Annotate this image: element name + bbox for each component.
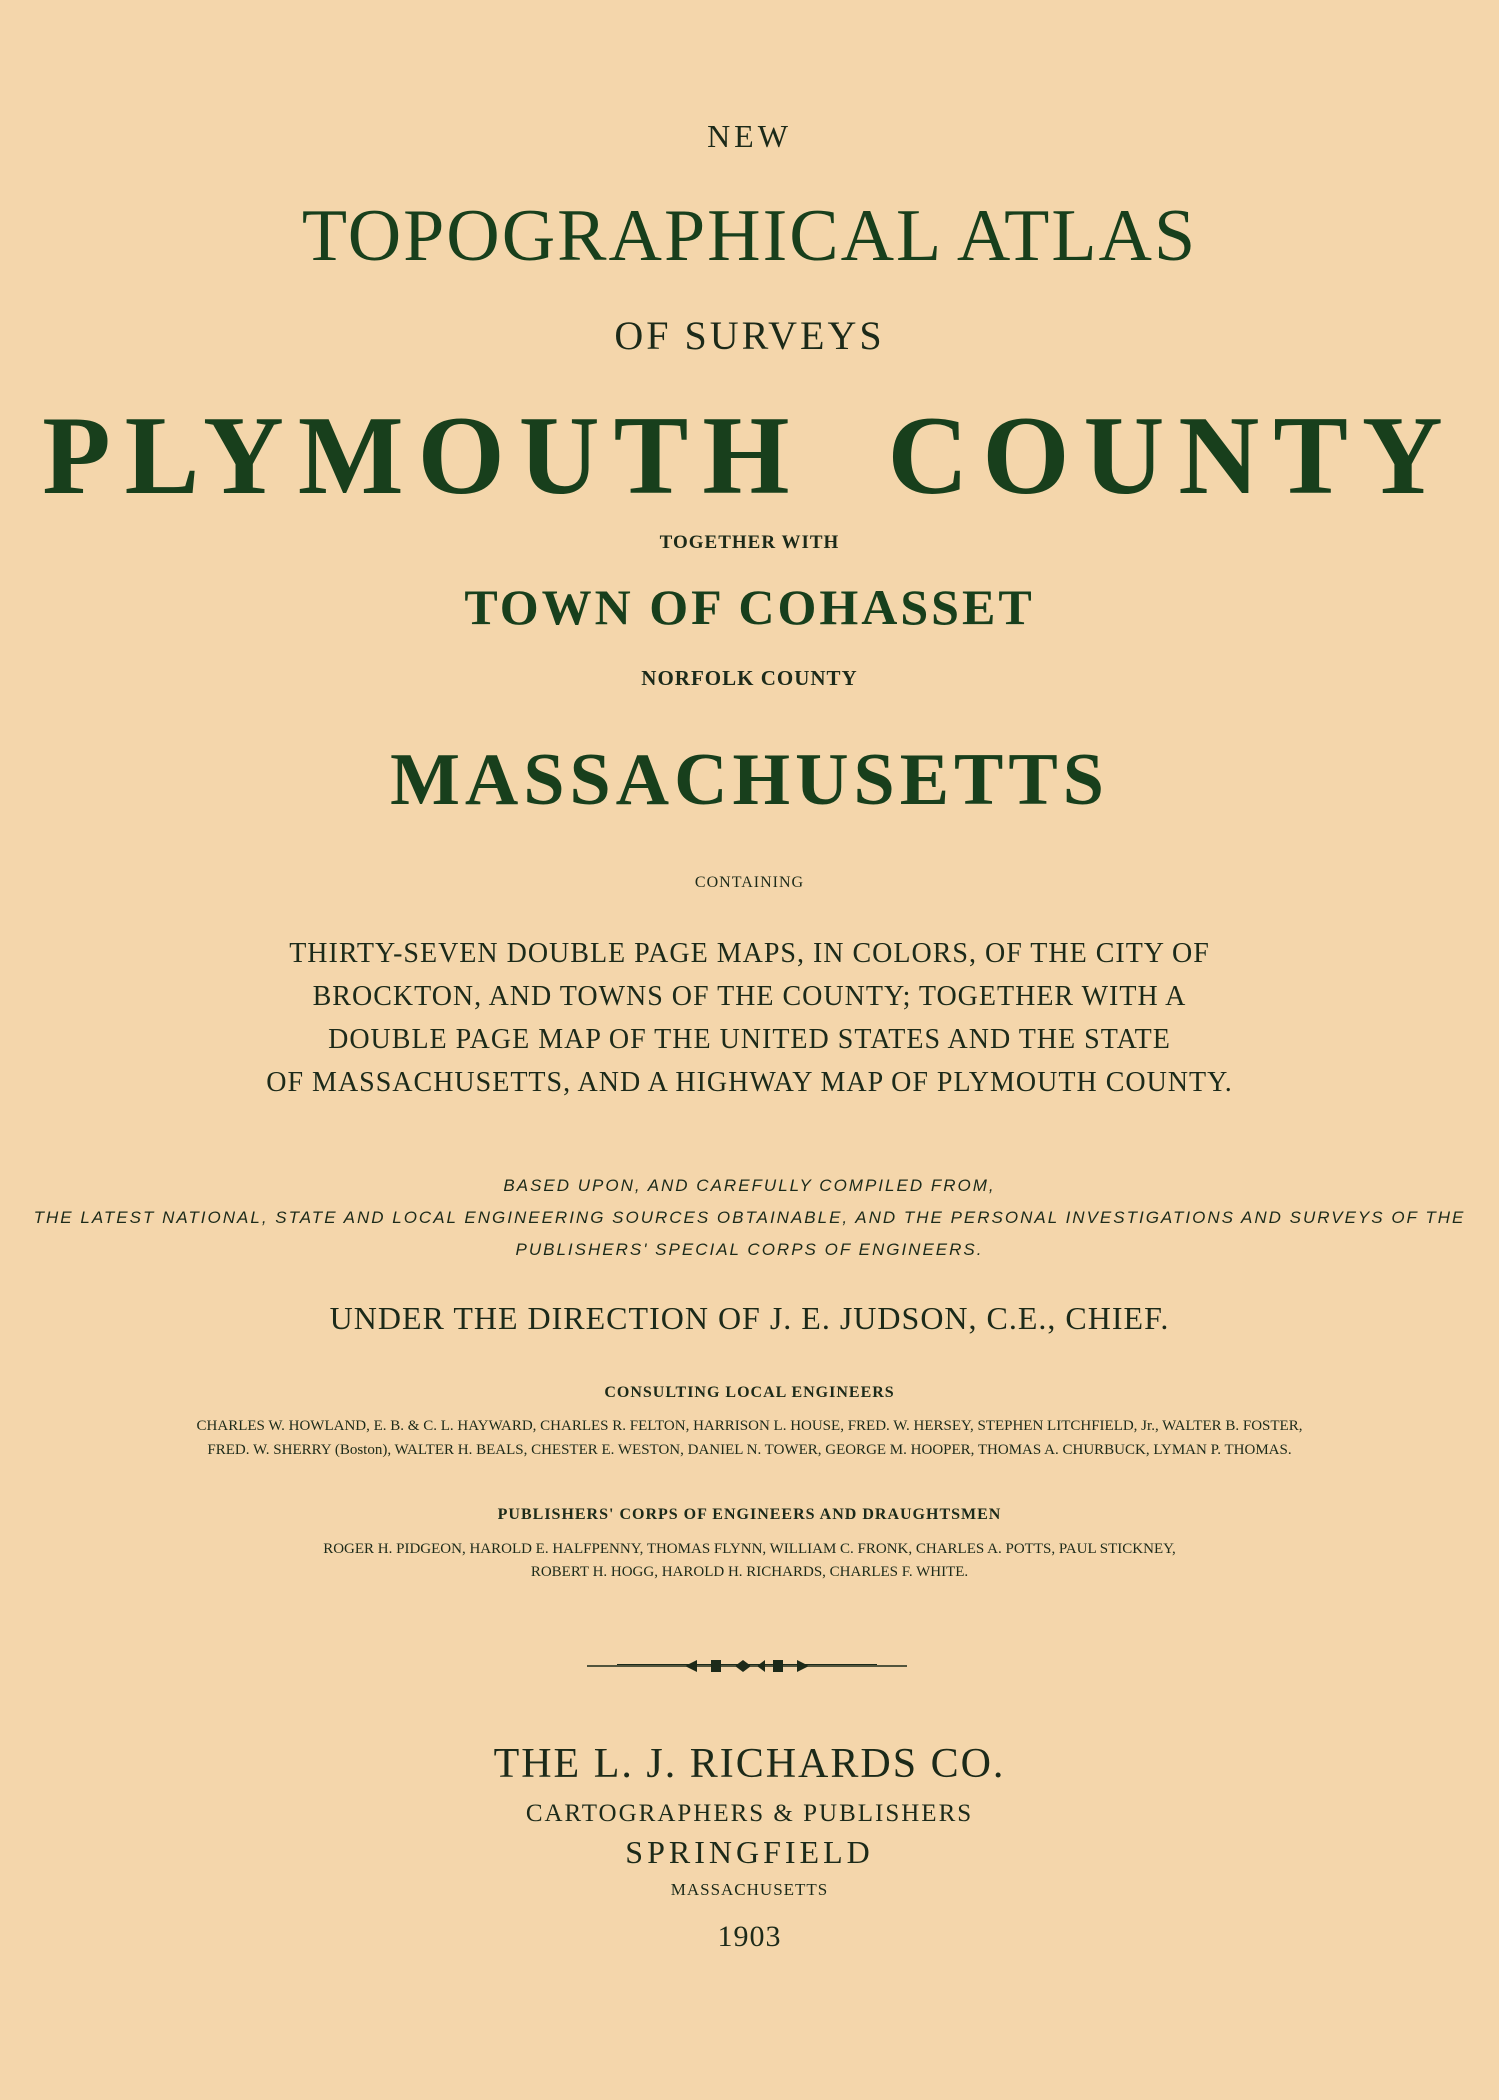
basis-line: THE LATEST NATIONAL, STATE AND LOCAL ENGINEERING SOURCES OBTAINABLE, AND THE PERSONAL INVESTIGATIONS AND SURVEYS OF THE (33, 1208, 1466, 1227)
publisher-city: SPRINGFIELD (625, 1834, 874, 1870)
title-norfolk: NORFOLK COUNTY (641, 666, 858, 690)
divider-ornament (587, 1654, 907, 1678)
publisher-name: THE L. J. RICHARDS CO. (493, 1741, 1006, 1787)
title-state: MASSACHUSETTS (390, 739, 1109, 821)
corps-names: ROBERT H. HOGG, HAROLD H. RICHARDS, CHARLES F. WHITE. (530, 1564, 969, 1580)
title-county: PLYMOUTH COUNTY (42, 394, 1457, 518)
corps-names: ROGER H. PIDGEON, HAROLD E. HALFPENNY, THOMAS FLYNN, WILLIAM C. FRONK, CHARLES A. POTTS, PAUL STICKNEY, (323, 1541, 1176, 1557)
description-line: BROCKTON, AND TOWNS OF THE COUNTY; TOGETHER WITH A (312, 981, 1187, 1012)
description-line: OF MASSACHUSETTS, AND A HIGHWAY MAP OF PLYMOUTH COUNTY. (266, 1067, 1233, 1098)
corps-heading: PUBLISHERS' CORPS OF ENGINEERS AND DRAUGHTSMEN (497, 1506, 1002, 1523)
consulting-names: CHARLES W. HOWLAND, E. B. & C. L. HAYWARD, CHARLES R. FELTON, HARRISON L. HOUSE, FRED. W. HERSEY, STEPHEN LITCHFIELD, Jr., WALTER B. FOSTER, (196, 1418, 1303, 1434)
containing-label: CONTAINING (694, 874, 805, 891)
basis-line: PUBLISHERS' SPECIAL CORPS OF ENGINEERS. (515, 1240, 984, 1259)
description-line: THIRTY-SEVEN DOUBLE PAGE MAPS, IN COLORS, OF THE CITY OF (289, 938, 1210, 969)
publication-year: 1903 (717, 1920, 782, 1953)
title-town: TOWN OF COHASSET (464, 579, 1035, 635)
publisher-role: CARTOGRAPHERS & PUBLISHERS (525, 1800, 974, 1827)
publisher-state: MASSACHUSETTS (670, 1880, 829, 1899)
consulting-names: FRED. W. SHERRY (Boston), WALTER H. BEALS, CHESTER E. WESTON, DANIEL N. TOWER, GEORGE M. HOOPER, THOMAS A. CHURBUCK, LYMAN P. THOMAS. (207, 1442, 1292, 1458)
direction-line: UNDER THE DIRECTION OF J. E. JUDSON, C.E., CHIEF. (329, 1300, 1170, 1336)
title-of-surveys: OF SURVEYS (614, 313, 885, 358)
title-atlas: TOPOGRAPHICAL ATLAS (301, 195, 1198, 277)
consulting-heading: CONSULTING LOCAL ENGINEERS (604, 1384, 895, 1401)
title-new: NEW (707, 118, 792, 154)
basis-line: BASED UPON, AND CAREFULLY COMPILED FROM, (503, 1176, 996, 1195)
title-together-with: TOGETHER WITH (659, 532, 840, 553)
description-line: DOUBLE PAGE MAP OF THE UNITED STATES AND THE STATE (328, 1024, 1171, 1055)
